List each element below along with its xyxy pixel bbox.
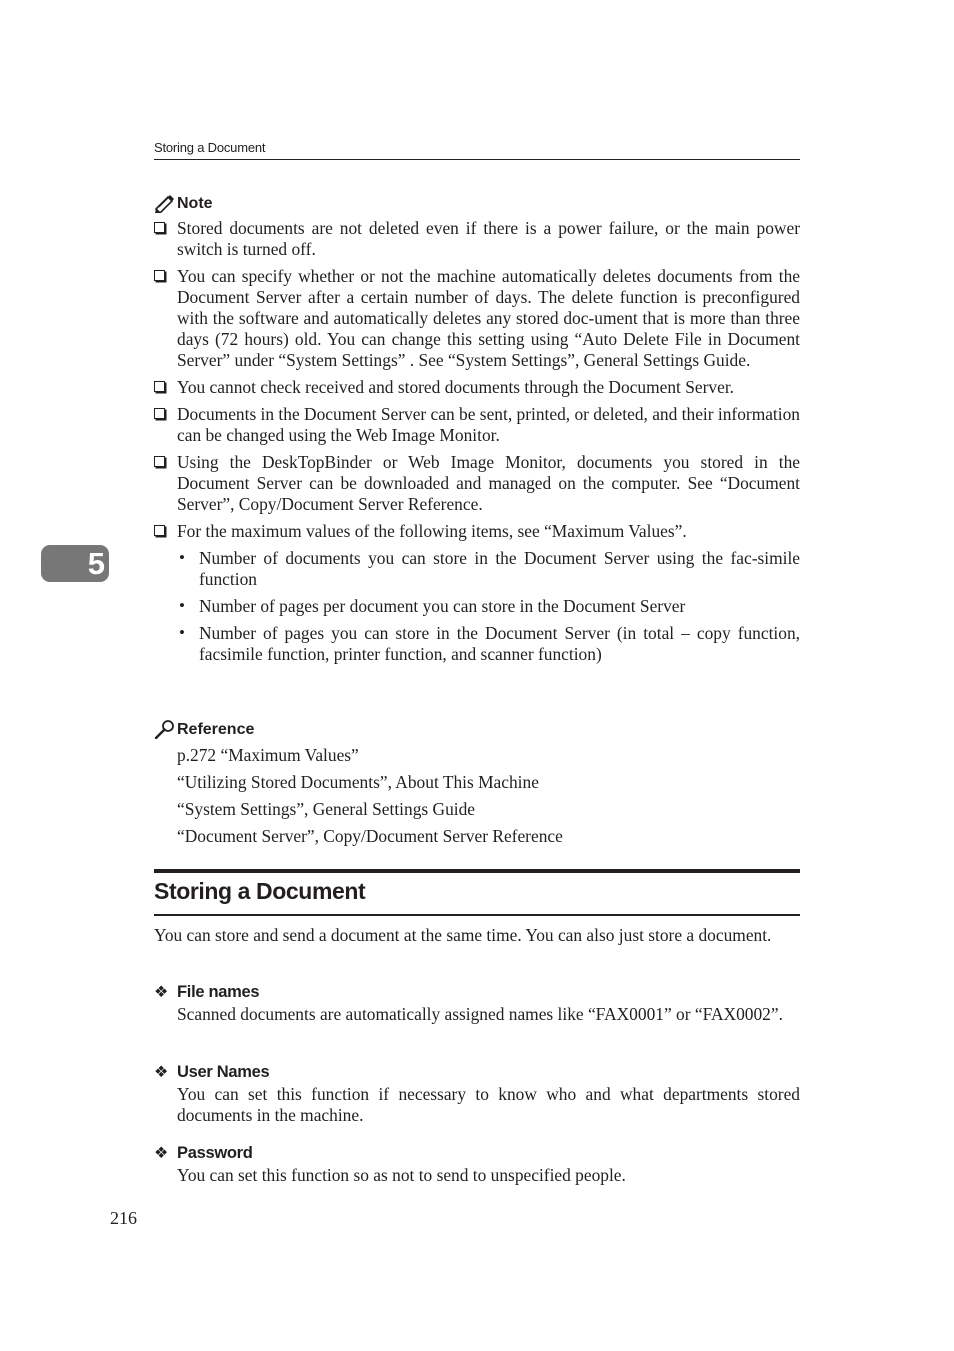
bullet-icon: • bbox=[179, 623, 185, 642]
subsection-body: Scanned documents are automatically assigned names like “FAX0001” or “FAX0002”. bbox=[177, 1004, 783, 1024]
diamond-icon: ❖ bbox=[154, 1064, 169, 1081]
section-title: Storing a Document bbox=[154, 878, 366, 904]
bullet-item-text: Number of pages you can store in the Document Server (in total – copy function, facsimile function, printer function, and scanner function) bbox=[199, 623, 800, 664]
reference-list bbox=[177, 745, 800, 853]
subsection-title: File names bbox=[177, 983, 260, 1001]
section-intro bbox=[154, 925, 800, 946]
reference-label: Reference bbox=[177, 721, 255, 738]
subsection-title: Password bbox=[177, 1144, 253, 1162]
note-item bbox=[154, 266, 800, 371]
checkbox-icon bbox=[154, 408, 165, 419]
diamond-icon: ❖ bbox=[154, 984, 169, 1001]
subsection-body: You can set this function so as not to send to unspecified people. bbox=[177, 1165, 626, 1185]
note-heading bbox=[154, 193, 800, 215]
diamond-icon: ❖ bbox=[154, 1145, 169, 1162]
checkbox-icon bbox=[154, 525, 165, 536]
reference-heading bbox=[154, 719, 800, 741]
pencil-icon bbox=[154, 193, 176, 213]
note-item bbox=[154, 452, 800, 515]
note-item bbox=[154, 404, 800, 446]
note-item-text: Documents in the Document Server can be sent, printed, or deleted, and their information can be changed using the Web Image Monitor. bbox=[177, 404, 800, 445]
note-item bbox=[154, 377, 800, 398]
magnifier-icon bbox=[154, 719, 176, 739]
note-item bbox=[154, 521, 800, 542]
note-item-text: Stored documents are not deleted even if there is a power failure, or the main power switch is turned off. bbox=[177, 218, 800, 259]
checkbox-icon bbox=[154, 381, 165, 392]
note-list bbox=[154, 218, 800, 671]
section-rule-top bbox=[154, 869, 800, 873]
note-item-text: For the maximum values of the following items, see “Maximum Values”. bbox=[177, 521, 687, 541]
subsection-heading bbox=[154, 1062, 800, 1084]
reference-item: “System Settings”, General Settings Guide bbox=[177, 799, 476, 819]
subsection-title: User Names bbox=[177, 1063, 270, 1081]
subsection-password bbox=[154, 1143, 800, 1186]
bullet-list bbox=[154, 548, 800, 665]
note-item-text: You can specify whether or not the machine automatically deletes documents from the Document Server after a certain number of days. The delete function is preconfigured with the software and automatically deletes any stored doc-ument that is more than three days (72 hours) old. You can change this setting using “Auto Delete File in Document Server” under “System Settings” . See “System Settings”, General Settings Guide. bbox=[177, 266, 800, 370]
subsection-body: You can set this function if necessary to know who and what departments stored documents in the machine. bbox=[177, 1084, 800, 1125]
subsection-heading bbox=[154, 1143, 800, 1165]
section-rule-bottom bbox=[154, 914, 800, 916]
checkbox-icon bbox=[154, 222, 165, 233]
bullet-item-text: Number of pages per document you can store in the Document Server bbox=[199, 596, 686, 616]
checkbox-icon bbox=[154, 270, 165, 281]
reference-item: “Document Server”, Copy/Document Server Reference bbox=[177, 826, 563, 846]
note-item-text: Using the DeskTopBinder or Web Image Monitor, documents you stored in the Document Server can be downloaded and managed on the computer. See “Document Server”, Copy/Document Server Reference. bbox=[177, 452, 800, 514]
subsection-file-names bbox=[154, 982, 800, 1025]
note-label: Note bbox=[177, 195, 213, 212]
checkbox-icon bbox=[154, 456, 165, 467]
reference-item: “Utilizing Stored Documents”, About This Machine bbox=[177, 772, 539, 792]
subsection-heading bbox=[154, 982, 800, 1004]
chapter-tab bbox=[41, 545, 109, 582]
bullet-icon: • bbox=[179, 596, 185, 615]
bullet-item bbox=[179, 623, 800, 665]
running-header bbox=[154, 139, 800, 160]
note-item-text: You cannot check received and stored documents through the Document Server. bbox=[177, 377, 734, 397]
bullet-item bbox=[179, 596, 800, 617]
note-item bbox=[154, 218, 800, 260]
subsection-user-names bbox=[154, 1062, 800, 1126]
bullet-icon: • bbox=[179, 548, 185, 567]
running-header-title: Storing a Document bbox=[154, 140, 266, 155]
bullet-item-text: Number of documents you can store in the Document Server using the fac-simile function bbox=[199, 548, 800, 589]
reference-item: p.272 “Maximum Values” bbox=[177, 745, 359, 765]
page-number: 216 bbox=[110, 1208, 137, 1228]
bullet-item bbox=[179, 548, 800, 590]
chapter-number: 5 bbox=[87, 546, 105, 581]
section-intro-text: You can store and send a document at the same time. You can also just store a document. bbox=[154, 925, 772, 945]
